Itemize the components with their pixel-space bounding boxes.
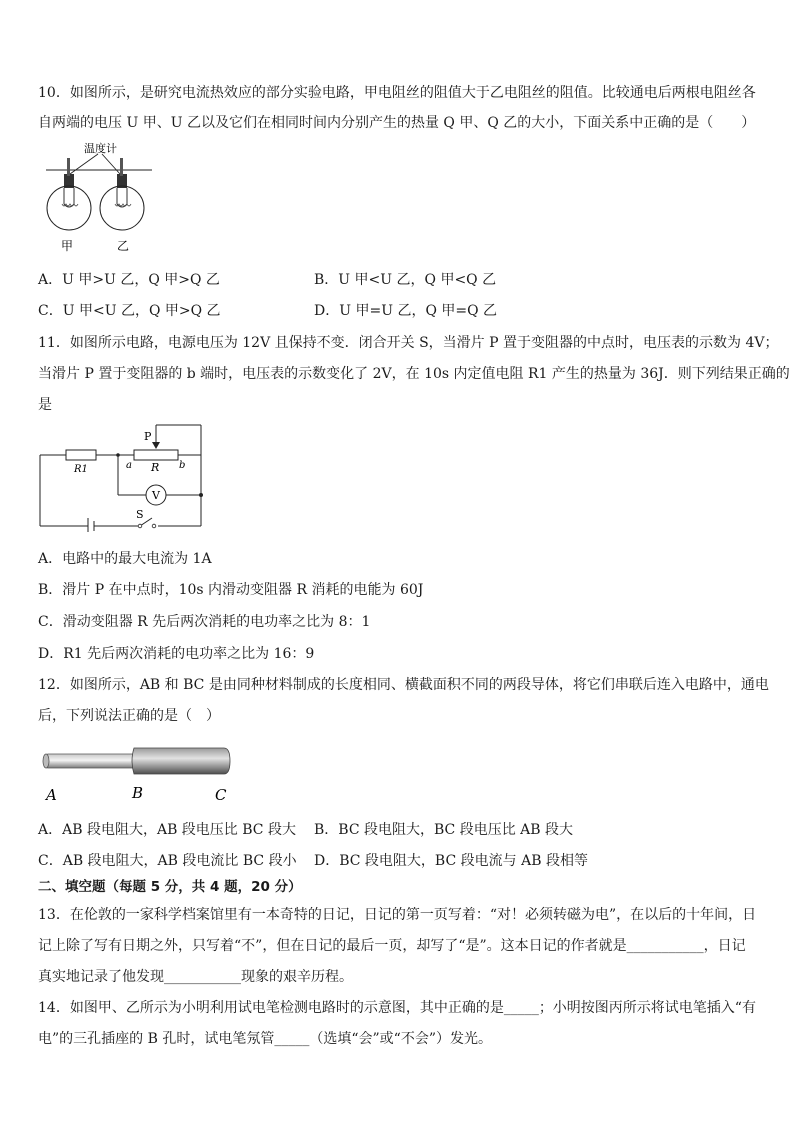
q11-option-c[interactable]: C．滑动变阻器 R 先后两次消耗的电功率之比为 8：1 bbox=[38, 614, 371, 630]
q12-stem-line1: 12．如图所示，AB 和 BC 是由同种材料制成的长度相同、横截面积不同的两段导体，将它们串联后连入电路中，通电 bbox=[38, 677, 769, 693]
q13-stem-line3: 真实地记录了他发现___________现象的艰辛历程。 bbox=[38, 969, 353, 985]
q11-stem-line2: 当滑片 P 置于变阻器的 b 端时，电压表的示数变化了 2V，在 10s 内定值电阻 R1 产生的热量为 36J．则下列结果正确的 bbox=[38, 366, 790, 382]
q10-stem-line2: 自两端的电压 U 甲、U 乙以及它们在相同时间内分别产生的热量 Q 甲、Q 乙的大小，下面关系中正确的是（ ） bbox=[38, 115, 756, 131]
q12-option-b[interactable]: B．BC 段电阻大，BC 段电压比 AB 段大 bbox=[314, 822, 574, 838]
q13-stem-line2: 记上除了写有日期之外，只写着“不”，但在日记的最后一页，却写了“是”。这本日记的作者就是___________，日记 bbox=[38, 938, 746, 954]
section-heading-fill-in: 二、填空题（每题 5 分，共 4 题，20 分） bbox=[38, 879, 302, 895]
q10-figure-flasks bbox=[40, 138, 160, 256]
q12-figure-conductor bbox=[38, 738, 238, 808]
q12-stem-line2: 后，下列说法正确的是（ ） bbox=[38, 708, 220, 724]
q11-fig-label-v: V bbox=[152, 489, 160, 502]
q11-option-b[interactable]: B．滑片 P 在中点时，10s 内滑动变阻器 R 消耗的电能为 60J bbox=[38, 582, 424, 598]
q12-fig-label-a: A bbox=[46, 786, 57, 804]
q12-option-c[interactable]: C．AB 段电阻大，AB 段电流比 BC 段小 bbox=[38, 853, 297, 869]
q14-stem-line2: 电”的三孔插座的 B 孔时，试电笔氖管_____（选填“会”或“不会”）发光。 bbox=[38, 1031, 492, 1047]
q11-fig-label-p: P bbox=[144, 430, 152, 443]
q11-figure-circuit bbox=[36, 422, 208, 532]
q11-fig-label-b: b bbox=[179, 460, 186, 471]
q14-stem-line1: 14．如图甲、乙所示为小明利用试电笔检测电路时的示意图，其中正确的是_____；小明按图丙所示将试电笔插入“有 bbox=[38, 1000, 756, 1016]
q11-option-a[interactable]: A．电路中的最大电流为 1A bbox=[38, 551, 212, 567]
q11-fig-label-r: R bbox=[151, 461, 160, 474]
q10-fig-label-jia: 甲 bbox=[61, 239, 74, 253]
q12-option-a[interactable]: A．AB 段电阻大，AB 段电压比 BC 段大 bbox=[38, 822, 296, 838]
q11-stem-line3: 是 bbox=[38, 397, 52, 413]
q10-option-d[interactable]: D．U 甲=U 乙，Q 甲=Q 乙 bbox=[314, 303, 498, 319]
q12-fig-label-b: B bbox=[132, 784, 144, 802]
q10-fig-label-thermometer: 温度计 bbox=[84, 142, 117, 155]
q11-stem-line1: 11．如图所示电路，电源电压为 12V 且保持不变．闭合开关 S，当滑片 P 置于变阻器的中点时，电压表的示数为 4V； bbox=[38, 335, 779, 351]
q11-option-d[interactable]: D．R1 先后两次消耗的电功率之比为 16：9 bbox=[38, 646, 315, 662]
q10-option-c[interactable]: C．U 甲<U 乙，Q 甲>Q 乙 bbox=[38, 303, 221, 319]
q10-fig-label-yi: 乙 bbox=[117, 239, 130, 253]
q12-fig-label-c: C bbox=[215, 786, 227, 804]
q13-stem-line1: 13．在伦敦的一家科学档案馆里有一本奇特的日记，日记的第一页写着：“对！必须转磁为电”，在以后的十年间，日 bbox=[38, 907, 757, 923]
q11-fig-label-a: a bbox=[126, 460, 132, 471]
q11-fig-label-r1: R1 bbox=[74, 464, 88, 475]
q10-option-a[interactable]: A．U 甲>U 乙，Q 甲>Q 乙 bbox=[38, 272, 220, 288]
q12-option-d[interactable]: D．BC 段电阻大，BC 段电流与 AB 段相等 bbox=[314, 853, 588, 869]
q10-option-b[interactable]: B．U 甲<U 乙，Q 甲<Q 乙 bbox=[314, 272, 497, 288]
q11-fig-label-s: S bbox=[136, 508, 144, 521]
q10-stem-line1: 10．如图所示，是研究电流热效应的部分实验电路，甲电阻丝的阻值大于乙电阻丝的阻值。比较通电后两根电阻丝各 bbox=[38, 85, 756, 101]
